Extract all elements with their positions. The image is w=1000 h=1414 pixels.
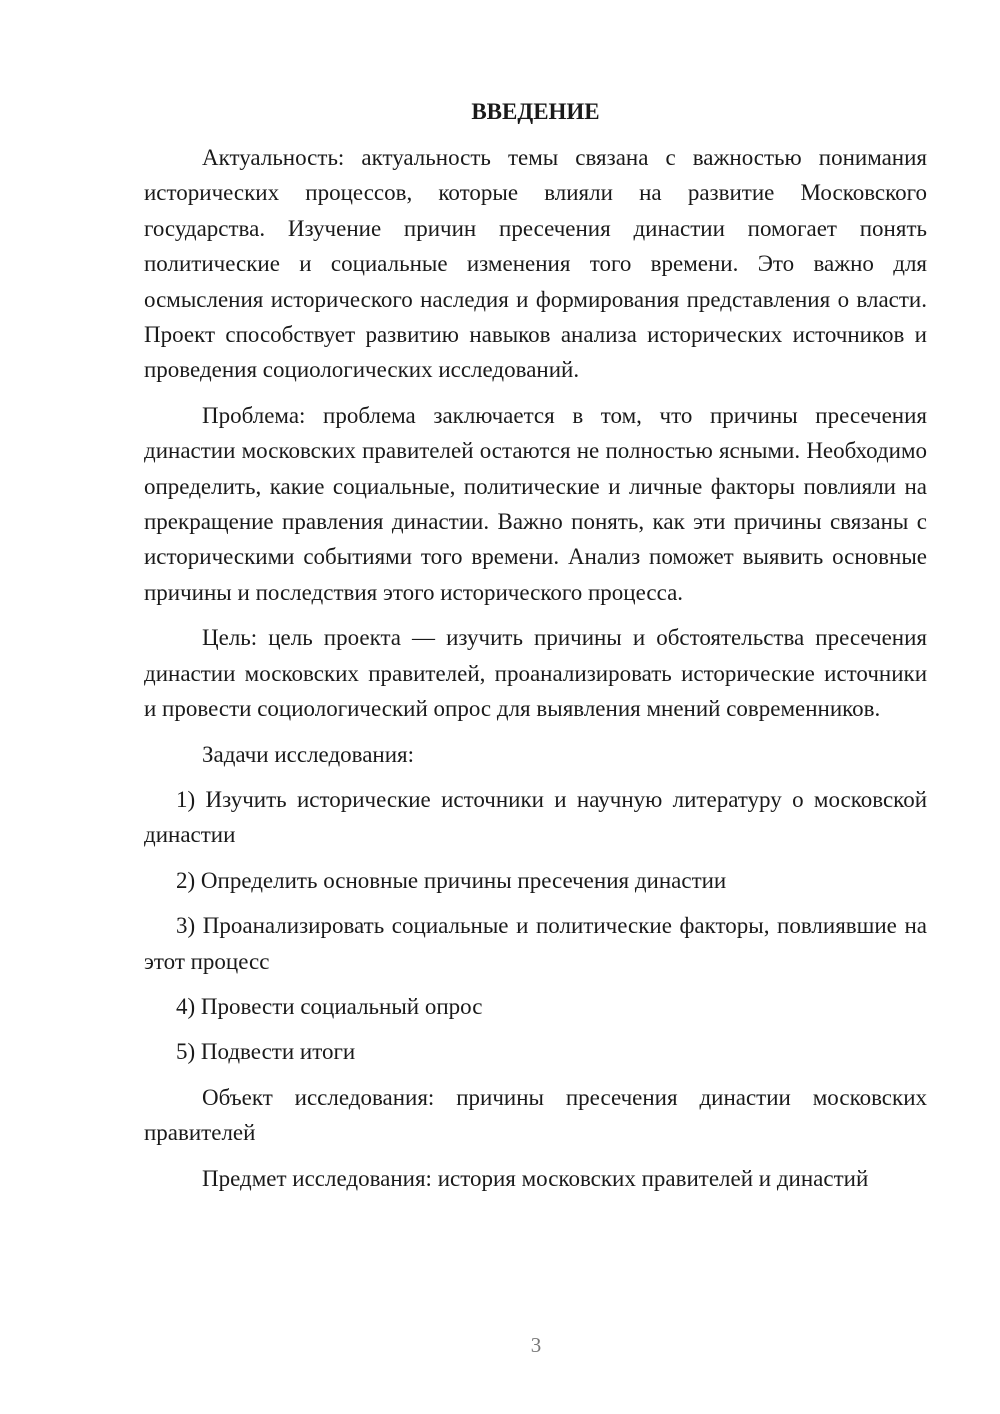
problem-paragraph: Проблема: проблема заключается в том, что причины пресечения династии московских правителей остаются не полностью ясными. Необходимо определить, какие социальные, политические и личные факторы повлияли на прекращение правления династии. Важно понять, как эти причины связаны с историческими событиями того времени. Анализ поможет выявить основные причины и последствия этого исторического процесса. [144,402,927,605]
section-title: ВВЕДЕНИЕ [471,99,600,124]
subject-paragraph: Предмет исследования: история московских правителей и династий [202,1165,869,1191]
object-paragraph: Объект исследования: причины пресечения династии московских правителей [144,1084,927,1146]
task-item: 5) Подвести итоги [176,1039,356,1065]
relevance-paragraph: Актуальность: актуальность темы связана с важностью понимания исторических процессов, которые влияли на развитие Московского государства. Изучение причин пресечения династии помогает понять политические и социальные изменения того времени. Это важно для осмысления исторического наследия и формирования представления о власти. Проект способствует развитию навыков анализа исторических источников и проведения социологических исследований. [144,145,927,383]
page-number: 3 [530,1333,542,1357]
document-body [144,94,927,1206]
goal-paragraph: Цель: цель проекта — изучить причины и обстоятельства пресечения династии московских правителей, проанализировать исторические источники и провести социологический опрос для выявления мнений современников. [144,625,927,722]
task-item: 1) Изучить исторические источники и научную литературу о московской династии [144,786,927,848]
task-item: 4) Провести социальный опрос [176,993,483,1019]
task-item: 3) Проанализировать социальные и политические факторы, повлиявшие на этот процесс [144,913,927,974]
tasks-heading: Задачи исследования: [202,741,415,767]
task-item: 2) Определить основные причины пресечения династии [176,867,727,893]
